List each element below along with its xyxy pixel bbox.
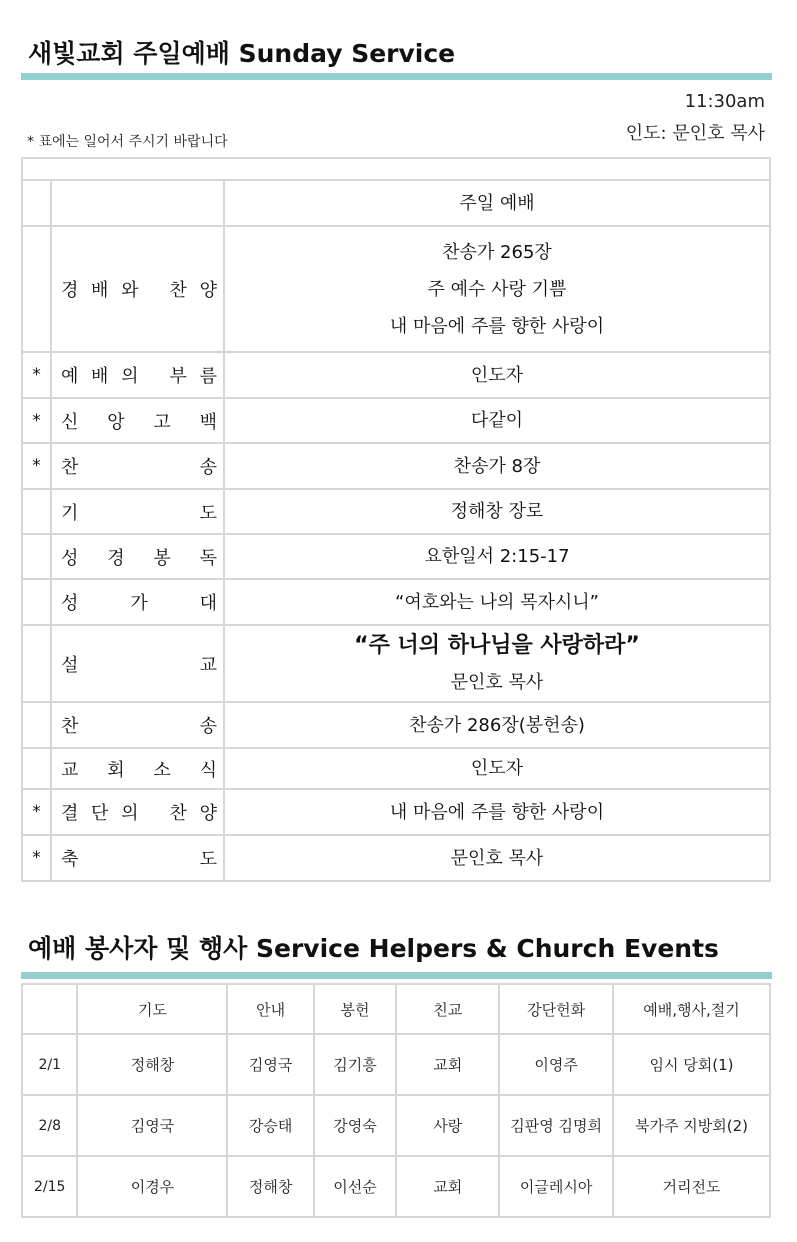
service-item-content [224,398,770,443]
label-char: 의 [121,803,139,824]
service-row [22,835,770,881]
service-item-name [51,789,224,835]
stand-mark: * [22,789,51,835]
stand-mark [22,579,51,625]
label-char: 송 [199,716,217,737]
service-item-content [224,226,770,352]
service-item-content [224,748,770,789]
service-item-name [51,489,224,534]
helpers-cell: 김영국 [227,1034,313,1095]
content-line: “여호와는 나의 목자시니” [395,591,599,613]
content-line: 내 마음에 주를 향한 사랑이 [389,801,605,823]
helpers-cell: 김판영 김명희 [499,1095,613,1156]
header-name-cell [51,180,224,226]
helpers-cell: 거리전도 [613,1156,770,1217]
service-item-name [51,226,224,352]
helpers-title: 예배 봉사자 및 행사 Service Helpers & Church Events [28,934,719,963]
stand-mark [22,702,51,748]
stand-mark [22,489,51,534]
content-line: 찬송가 8장 [453,455,541,477]
label-char: 기 [61,502,79,524]
service-row [22,352,770,398]
content-line: 문인호 목사 [450,671,544,693]
label-char: 대 [199,593,217,614]
spread-label [52,712,223,738]
helpers-column-header: 예배,행사,절기 [613,984,770,1034]
label-char: 양 [199,803,217,824]
content-line: 내 마음에 주를 향한 사랑이 [389,315,605,337]
helpers-cell: 북가주 지방회(2) [613,1095,770,1156]
label-char: 배 [91,280,109,301]
label-char: 배 [91,366,109,387]
label-char: 양 [199,280,217,301]
content-line: 요한일서 2:15-17 [424,546,570,567]
title-rule [21,73,772,80]
label-char: 송 [199,457,217,478]
label-char: 축 [61,849,79,870]
service-row [22,702,770,748]
helpers-cell: 교회 [396,1034,499,1095]
spread-label [52,544,223,570]
helpers-cell: 김기흥 [314,1034,396,1095]
table-header-row [22,180,770,226]
spread-label [52,276,223,302]
service-item-content [224,534,770,579]
label-char: 의 [121,366,139,387]
service-row [22,226,770,352]
helpers-column-header: 기도 [77,984,227,1034]
label-char: 단 [91,803,109,824]
content-line: 인도자 [470,364,524,386]
label-char: 교 [61,759,79,781]
service-leader: 인도: 문인호 목사 [625,123,765,144]
content-line: 인도자 [470,758,524,779]
label-char: 식 [199,759,217,781]
helpers-row [22,1095,770,1156]
stand-mark [22,534,51,579]
service-row [22,534,770,579]
helpers-date-cell: 2/15 [22,1156,77,1217]
spacer-cell [22,158,770,180]
helpers-cell: 이경우 [77,1156,227,1217]
service-item-name [51,579,224,625]
helpers-column-header: 봉헌 [314,984,396,1034]
stand-mark: * [22,398,51,443]
label-char: 설 [61,654,79,676]
service-item-name [51,443,224,489]
content-line: 찬송가 286장(봉헌송) [409,714,585,736]
service-row [22,625,770,702]
stand-mark: * [22,352,51,398]
helpers-row [22,1156,770,1217]
service-row [22,443,770,489]
helpers-cell: 이영주 [499,1034,613,1095]
label-char: 찬 [61,716,79,737]
helpers-cell: 정해창 [227,1156,313,1217]
service-item-name [51,398,224,443]
label-char: 찬 [169,803,187,824]
column-title: 주일 예배 [224,180,770,226]
label-char: 성 [61,547,79,569]
content-line: 문인호 목사 [450,847,544,869]
service-item-name [51,748,224,789]
order-of-service-table [21,157,771,882]
helpers-cell: 김영국 [77,1095,227,1156]
page-title: 새빛교회 주일예배 Sunday Service [28,39,456,68]
standing-note: * 표에는 일어서 주시기 바랍니다 [27,134,228,150]
service-row [22,748,770,789]
content-line: “주 너의 하나님을 사랑하라” [354,632,640,658]
service-row [22,579,770,625]
helpers-cell: 사랑 [396,1095,499,1156]
label-char [151,362,157,388]
content-line: 주 예수 사랑 기쁨 [427,278,567,300]
stand-mark [22,625,51,702]
spread-label [52,651,223,677]
label-char [151,276,157,302]
spread-label [52,589,223,615]
label-char: 결 [61,803,79,824]
helpers-cell: 정해창 [77,1034,227,1095]
label-char: 독 [199,547,217,569]
service-item-content [224,789,770,835]
spread-label [52,799,223,825]
stand-mark: * [22,443,51,489]
stand-mark [22,226,51,352]
content-line: 찬송가 265장 [442,241,552,263]
label-char [151,799,157,825]
helpers-cell: 임시 당회(1) [613,1034,770,1095]
helpers-header-row [22,984,770,1034]
label-char: 경 [107,547,125,569]
label-char: 예 [61,366,79,387]
content-line: 다같이 [470,410,524,431]
service-item-name [51,534,224,579]
service-row [22,789,770,835]
helpers-date-cell: 2/8 [22,1095,77,1156]
spread-label [52,756,223,782]
service-row [22,489,770,534]
service-item-name [51,625,224,702]
service-item-content [224,352,770,398]
spread-label [52,362,223,388]
helpers-cell: 강영숙 [314,1095,396,1156]
helpers-row [22,1034,770,1095]
content-line: 정해창 장로 [450,501,544,522]
service-item-content [224,835,770,881]
label-char: 신 [61,411,79,433]
label-char: 도 [199,849,217,870]
helpers-cell: 강승태 [227,1095,313,1156]
service-row [22,398,770,443]
helpers-cell: 이글레시아 [499,1156,613,1217]
spread-label [52,845,223,871]
label-char: 름 [199,366,217,387]
service-item-content [224,489,770,534]
helpers-rule [21,972,772,979]
service-item-name [51,352,224,398]
header-mark-cell [22,180,51,226]
helpers-column-header: 안내 [227,984,313,1034]
helpers-column-header: 강단헌화 [499,984,613,1034]
service-item-content [224,443,770,489]
spread-label [52,499,223,525]
label-char: 소 [153,759,171,781]
label-char: 성 [61,593,79,614]
label-char: 교 [199,654,217,676]
service-item-content [224,625,770,702]
label-char: 백 [199,411,217,433]
table-spacer-row [22,158,770,180]
service-item-name [51,702,224,748]
label-char: 앙 [107,411,125,433]
label-char: 도 [199,502,217,524]
stand-mark: * [22,835,51,881]
service-item-content [224,579,770,625]
service-item-content [224,702,770,748]
label-char: 회 [107,759,125,781]
helpers-date-cell: 2/1 [22,1034,77,1095]
helpers-column-header [22,984,77,1034]
label-char: 와 [121,280,139,301]
spread-label [52,453,223,479]
label-char: 찬 [169,280,187,301]
service-time: 11:30am [684,91,765,112]
helpers-table [21,983,771,1218]
label-char: 봉 [153,547,171,569]
helpers-cell: 이선순 [314,1156,396,1217]
stand-mark [22,748,51,789]
helpers-cell: 교회 [396,1156,499,1217]
label-char: 가 [130,593,148,614]
label-char: 경 [61,280,79,301]
label-char: 찬 [61,457,79,478]
label-char: 부 [169,366,187,387]
service-item-name [51,835,224,881]
label-char: 고 [153,411,171,433]
spread-label [52,408,223,434]
helpers-column-header: 친교 [396,984,499,1034]
